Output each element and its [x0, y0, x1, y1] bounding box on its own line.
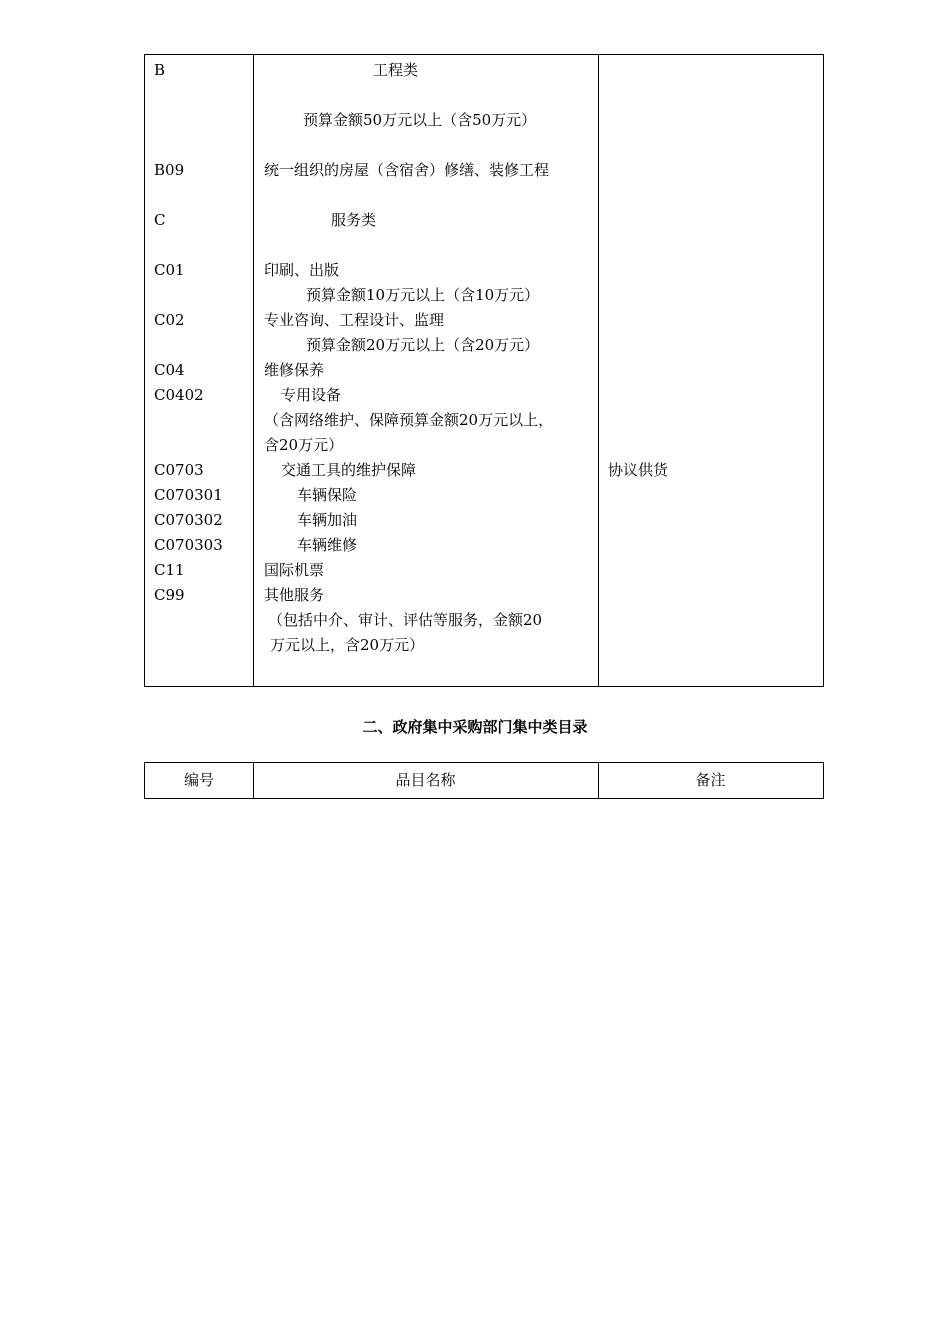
item-name: 统一组织的房屋（含宿舍）修缮、装修工程 — [264, 161, 550, 179]
section-heading: 二、政府集中采购部门集中类目录 — [362, 718, 588, 736]
item-code: C0703 — [154, 461, 204, 479]
item-code: C02 — [154, 311, 185, 329]
item-name: 专用设备 — [281, 386, 342, 404]
item-name: （包括中介、审计、评估等服务，金额20 — [268, 611, 543, 629]
column-divider — [253, 55, 254, 686]
item-code: C070303 — [154, 536, 223, 554]
item-code: C070302 — [154, 511, 223, 529]
item-name: 预算金额20万元以上（含20万元） — [306, 336, 540, 354]
item-name: 服务类 — [331, 211, 377, 229]
header-remark: 备注 — [695, 771, 726, 789]
item-name: 预算金额10万元以上（含10万元） — [306, 286, 540, 304]
column-divider — [598, 55, 599, 686]
item-name: 车辆保险 — [297, 486, 358, 504]
item-code: C0402 — [154, 386, 204, 404]
remark-cell: 协议供货 — [608, 461, 669, 479]
item-code: C04 — [154, 361, 185, 379]
item-name: 车辆加油 — [297, 511, 358, 529]
header-item-name: 品目名称 — [395, 771, 456, 789]
item-code: C01 — [154, 261, 185, 279]
item-code: B09 — [154, 161, 185, 179]
header-code: 编号 — [183, 771, 214, 789]
item-name: 印刷、出版 — [264, 261, 340, 279]
item-name: 国际机票 — [264, 561, 325, 579]
item-name: （含网络维护、保障预算金额20万元以上， — [264, 411, 554, 429]
item-code: C11 — [154, 561, 185, 579]
item-name: 车辆维修 — [297, 536, 358, 554]
item-code: B — [154, 61, 166, 79]
item-name: 万元以上，含20万元） — [270, 636, 425, 654]
catalog-table — [144, 54, 824, 687]
item-name: 专业咨询、工程设计、监理 — [264, 311, 445, 329]
item-name: 预算金额50万元以上（含50万元） — [303, 111, 537, 129]
item-code: C99 — [154, 586, 185, 604]
item-name: 含20万元） — [264, 436, 344, 454]
item-name: 工程类 — [373, 61, 419, 79]
item-name: 其他服务 — [264, 586, 325, 604]
item-name: 维修保养 — [264, 361, 325, 379]
item-code: C — [154, 211, 166, 229]
item-code: C070301 — [154, 486, 223, 504]
item-name: 交通工具的维护保障 — [281, 461, 417, 479]
catalog-table-header — [144, 762, 824, 799]
